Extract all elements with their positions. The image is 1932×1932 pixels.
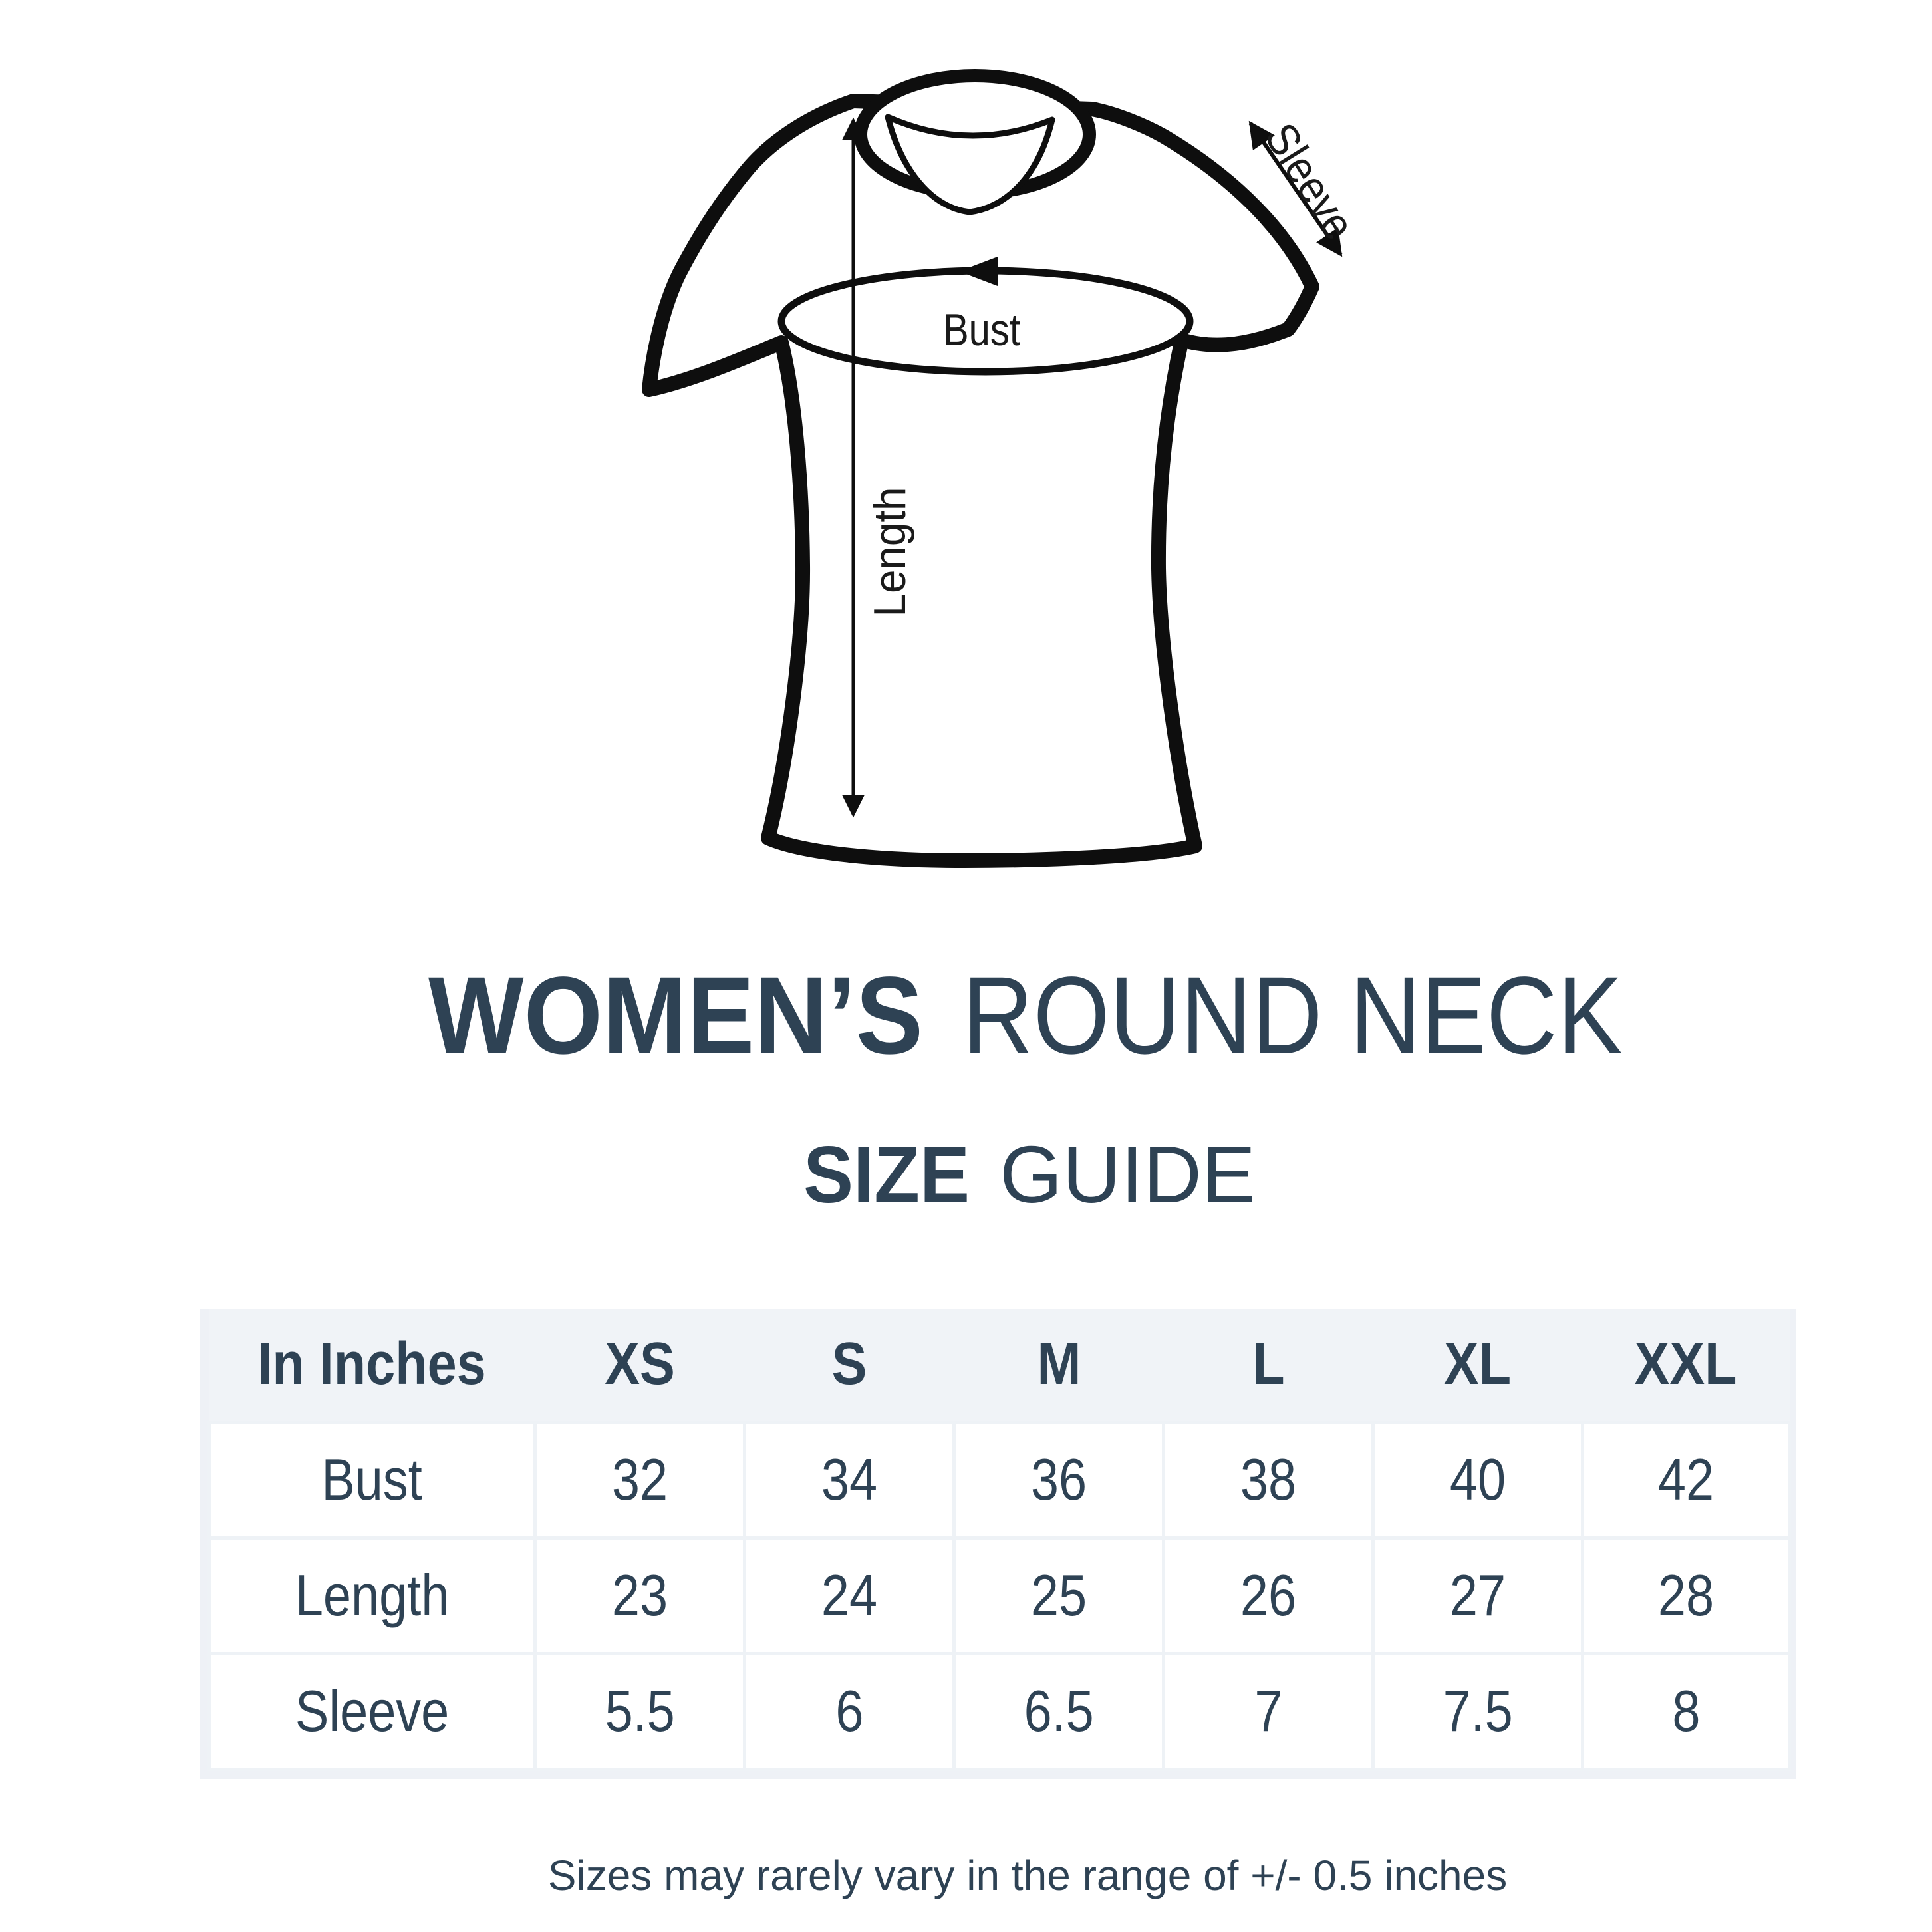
header-cell-s: S	[745, 1309, 954, 1422]
table-row-bust	[209, 1422, 1790, 1538]
size-value: 32	[535, 1422, 745, 1538]
bust-label: Bust	[943, 305, 1021, 355]
size-value: 8	[1583, 1653, 1790, 1769]
length-label: Length	[865, 478, 915, 617]
size-variance-note: Sizes may rarely vary in the range of +/- 0.5 inches	[547, 1852, 1508, 1899]
size-value: 42	[1583, 1422, 1790, 1538]
row-label: Length	[209, 1538, 535, 1653]
size-value: 7.5	[1373, 1653, 1583, 1769]
subtitle-light: GUIDE	[1000, 1129, 1256, 1220]
size-value: 28	[1583, 1538, 1790, 1653]
size-table-wrapper	[200, 1309, 1796, 1779]
size-value: 25	[954, 1538, 1164, 1653]
size-value: 26	[1164, 1538, 1373, 1653]
size-value: 5.5	[535, 1653, 745, 1769]
size-value: 34	[745, 1422, 954, 1538]
header-cell-xs: XS	[535, 1309, 745, 1422]
size-table-body	[209, 1422, 1790, 1769]
header-row	[209, 1309, 1790, 1422]
tshirt-diagram	[632, 53, 1377, 924]
size-value: 27	[1373, 1538, 1583, 1653]
size-value: 23	[535, 1538, 745, 1653]
tshirt-outline	[649, 101, 1312, 861]
header-cell-unit: In Inches	[209, 1309, 535, 1422]
size-value: 6.5	[954, 1653, 1164, 1769]
table-row-sleeve	[209, 1653, 1790, 1769]
size-value: 6	[745, 1653, 954, 1769]
row-label: Sleeve	[209, 1653, 535, 1769]
size-value: 7	[1164, 1653, 1373, 1769]
sleeve-label: Sleeve	[1254, 114, 1371, 259]
title-light: ROUND NECK	[962, 954, 1623, 1077]
size-value: 38	[1164, 1422, 1373, 1538]
size-table-header	[209, 1309, 1790, 1422]
title-bold: WOMEN’S	[428, 954, 923, 1077]
tshirt-diagram-svg	[632, 53, 1377, 924]
row-label: Bust	[209, 1422, 535, 1538]
header-cell-m: M	[954, 1309, 1164, 1422]
header-cell-xxl: XXL	[1583, 1309, 1790, 1422]
header-cell-l: L	[1164, 1309, 1373, 1422]
table-row-length	[209, 1538, 1790, 1653]
size-table	[207, 1309, 1791, 1771]
size-value: 24	[745, 1538, 954, 1653]
header-cell-xl: XL	[1373, 1309, 1583, 1422]
subtitle-bold: SIZE	[803, 1129, 970, 1220]
size-value: 40	[1373, 1422, 1583, 1538]
title-block	[0, 924, 1932, 1257]
size-value: 36	[954, 1422, 1164, 1538]
